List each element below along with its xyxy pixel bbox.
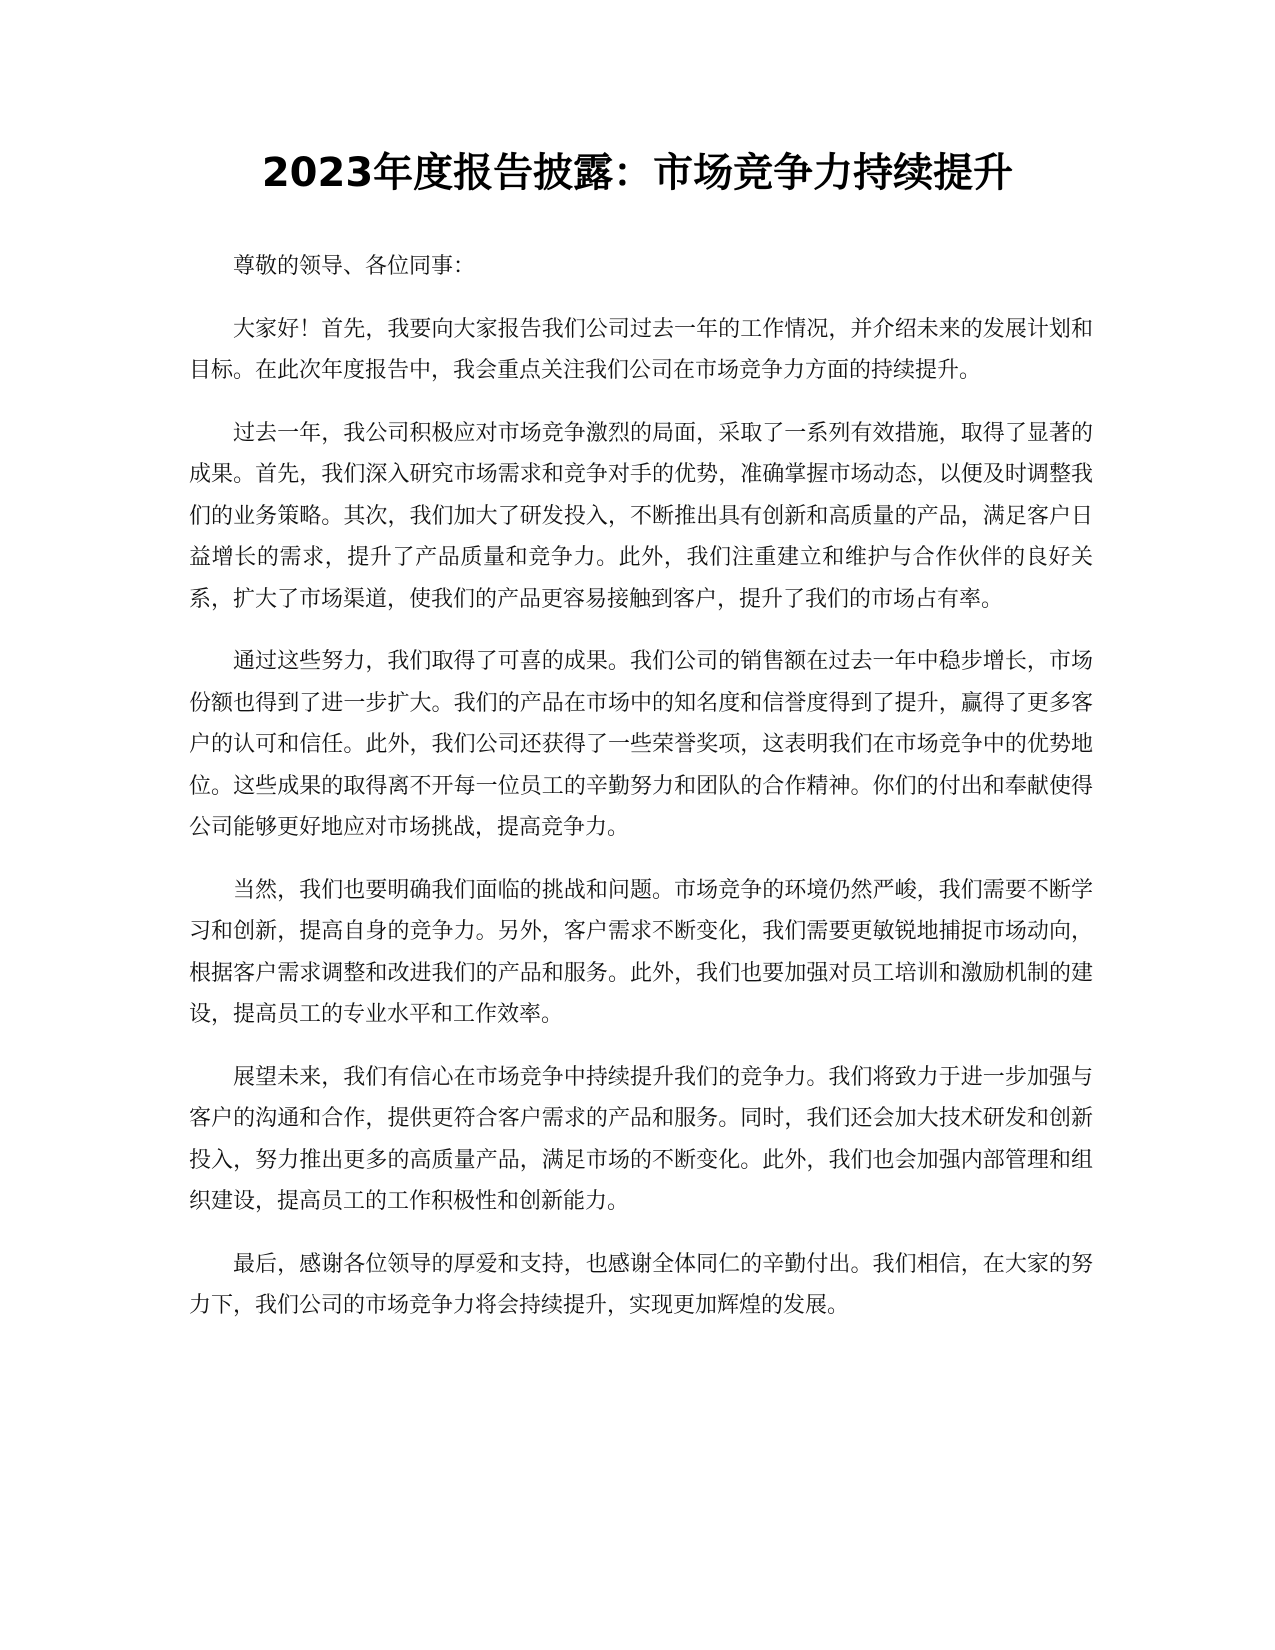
document-title: 2023年度报告披露：市场竞争力持续提升 [261, 150, 1014, 196]
greeting: 尊敬的领导、各位同事： [233, 254, 476, 279]
paragraph: 通过这些努力，我们取得了可喜的成果。我们公司的销售额在过去一年中稳步增长，市场份额也得到了进一步扩大。我们的产品在市场中的知名度和信誉度得到了提升，赢得了更多客户的认可和信任。此外，我们公司还获得了一些荣誉奖项，这表明我们在市场竞争中的优势地位。这些成果的取得离不开每一位员工的辛勤努力和团队的合作精神。你们的付出和奉献使得公司能够更好地应对市场挑战，提高竞争力。 [189, 649, 1093, 840]
paragraph: 当然，我们也要明确我们面临的挑战和问题。市场竞争的环境仍然严峻，我们需要不断学习和创新，提高自身的竞争力。另外，客户需求不断变化，我们需要更敏锐地捕捉市场动向，根据客户需求调整和改进我们的产品和服务。此外，我们也要加强对员工培训和激励机制的建设，提高员工的专业水平和工作效率。 [189, 877, 1093, 1027]
paragraph: 展望未来，我们有信心在市场竞争中持续提升我们的竞争力。我们将致力于进一步加强与客户的沟通和合作，提供更符合客户需求的产品和服务。同时，我们还会加大技术研发和创新投入，努力推出更多的高质量产品，满足市场的不断变化。此外，我们也会加强内部管理和组织建设，提高员工的工作积极性和创新能力。 [189, 1064, 1093, 1214]
paragraph: 过去一年，我公司积极应对市场竞争激烈的局面，采取了一系列有效措施，取得了显著的成果。首先，我们深入研究市场需求和竞争对手的优势，准确掌握市场动态，以便及时调整我们的业务策略。其次，我们加大了研发投入，不断推出具有创新和高质量的产品，满足客户日益增长的需求，提升了产品质量和竞争力。此外，我们注重建立和维护与合作伙伴的良好关系，扩大了市场渠道，使我们的产品更容易接触到客户，提升了我们的市场占有率。 [189, 420, 1093, 612]
document-body [189, 246, 1093, 1348]
paragraph: 大家好！首先，我要向大家报告我们公司过去一年的工作情况，并介绍未来的发展计划和目标。在此次年度报告中，我会重点关注我们公司在市场竞争力方面的持续提升。 [189, 316, 1093, 383]
paragraph: 最后，感谢各位领导的厚爱和支持，也感谢全体同仁的辛勤付出。我们相信，在大家的努力下，我们公司的市场竞争力将会持续提升，实现更加辉煌的发展。 [189, 1251, 1093, 1318]
